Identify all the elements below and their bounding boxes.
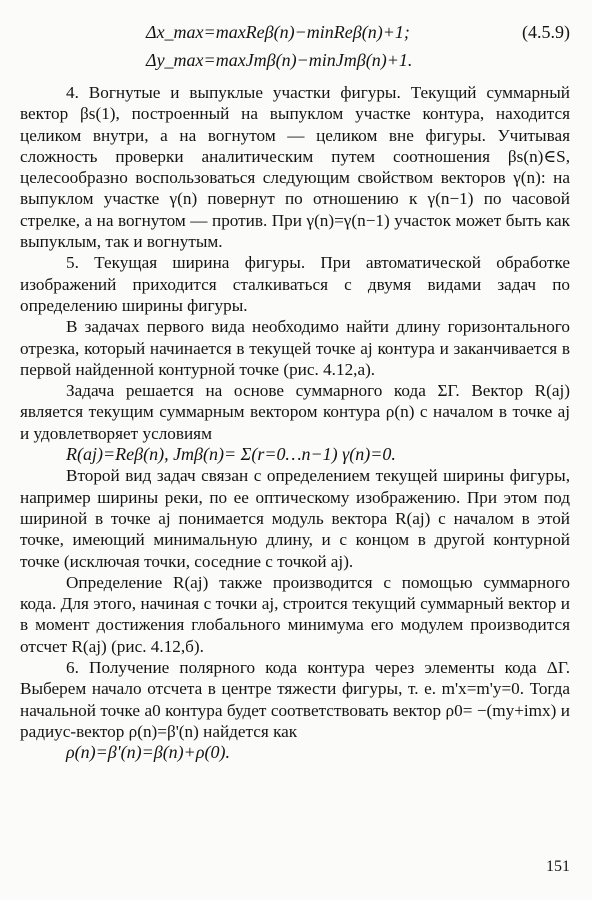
equation-delta-x: Δx_max=maxReβ(n)−minReβ(n)+1; [146, 22, 410, 42]
paragraph-concave-convex: 4. Вогнутые и выпуклые участки фигуры. Текущий суммарный вектор βs(1), построенный на выпуклом участке контура, находится целиком внутри, а на вогнутом — целиком вне фигуры. Учитывая сложность проверки аналитическим путем соотношения βs(n)∈S, целесообразно воспользоваться следующим свойством векторов γ(n): на выпуклом участке γ(n) повернут по отношению к γ(n−1) по часовой стрелке, а на вогнутом — против. При γ(n)=γ(n−1) участок может быть как выпуклым, так и вогнутым. [20, 83, 570, 252]
paragraph-current-width: 5. Текущая ширина фигуры. При автоматической обработке изображений приходится сталкиваться с двумя видами задач по определению ширины фигуры. [20, 253, 570, 315]
page-number: 151 [546, 858, 570, 875]
paragraph-polar-code: 6. Получение полярного кода контура через элементы кода ΔΓ. Выберем начало отсчета в центре тяжести фигуры, т. е. m'x=m'y=0. Тогда начальной точке a0 контура будет соответствовать вектор ρ0= −(my+imx) и радиус-вектор ρ(n)=β'(n) найдется как [20, 658, 570, 741]
paragraph-solution: Задача решается на основе суммарного кода ΣΓ. Вектор R(aj) является текущим суммарным вектором контура ρ(n) с началом в точке aj и удовлетворяет условиям [20, 381, 570, 443]
body-text [20, 82, 570, 764]
display-formula-2: ρ(n)=β'(n)=β(n)+ρ(0). [66, 742, 230, 763]
equation-delta-y: Δy_max=maxJmβ(n)−minJmβ(n)+1. [146, 50, 413, 70]
paragraph-second-type: Второй вид задач связан с определением текущей ширины фигуры, например ширины реки, по ее оптическому изображению. При этом под шириной в точке aj понимается модуль вектора R(aj) с началом в этой точке, имеющий минимальную длину, и с концом в другой контурной точке (исключая точки, соседние с точкой aj). [20, 466, 570, 571]
paragraph-first-type: В задачах первого вида необходимо найти длину горизонтального отрезка, который начинается в текущей точке aj контура и заканчивается в первой найденной контурной точке (рис. 4.12,а). [20, 317, 570, 379]
equation-number: (4.5.9) [522, 22, 570, 42]
paragraph-definition: Определение R(aj) также производится с помощью суммарного кода. Для этого, начиная с точки aj, строится текущий суммарный вектор и в момент достижения глобального минимума его модулем производится отсчет R(aj) (рис. 4.12,б). [20, 572, 570, 656]
display-formula-1: R(aj)=Reβ(n), Jmβ(n)= Σ(r=0…n−1) γ(n)=0. [66, 444, 396, 465]
